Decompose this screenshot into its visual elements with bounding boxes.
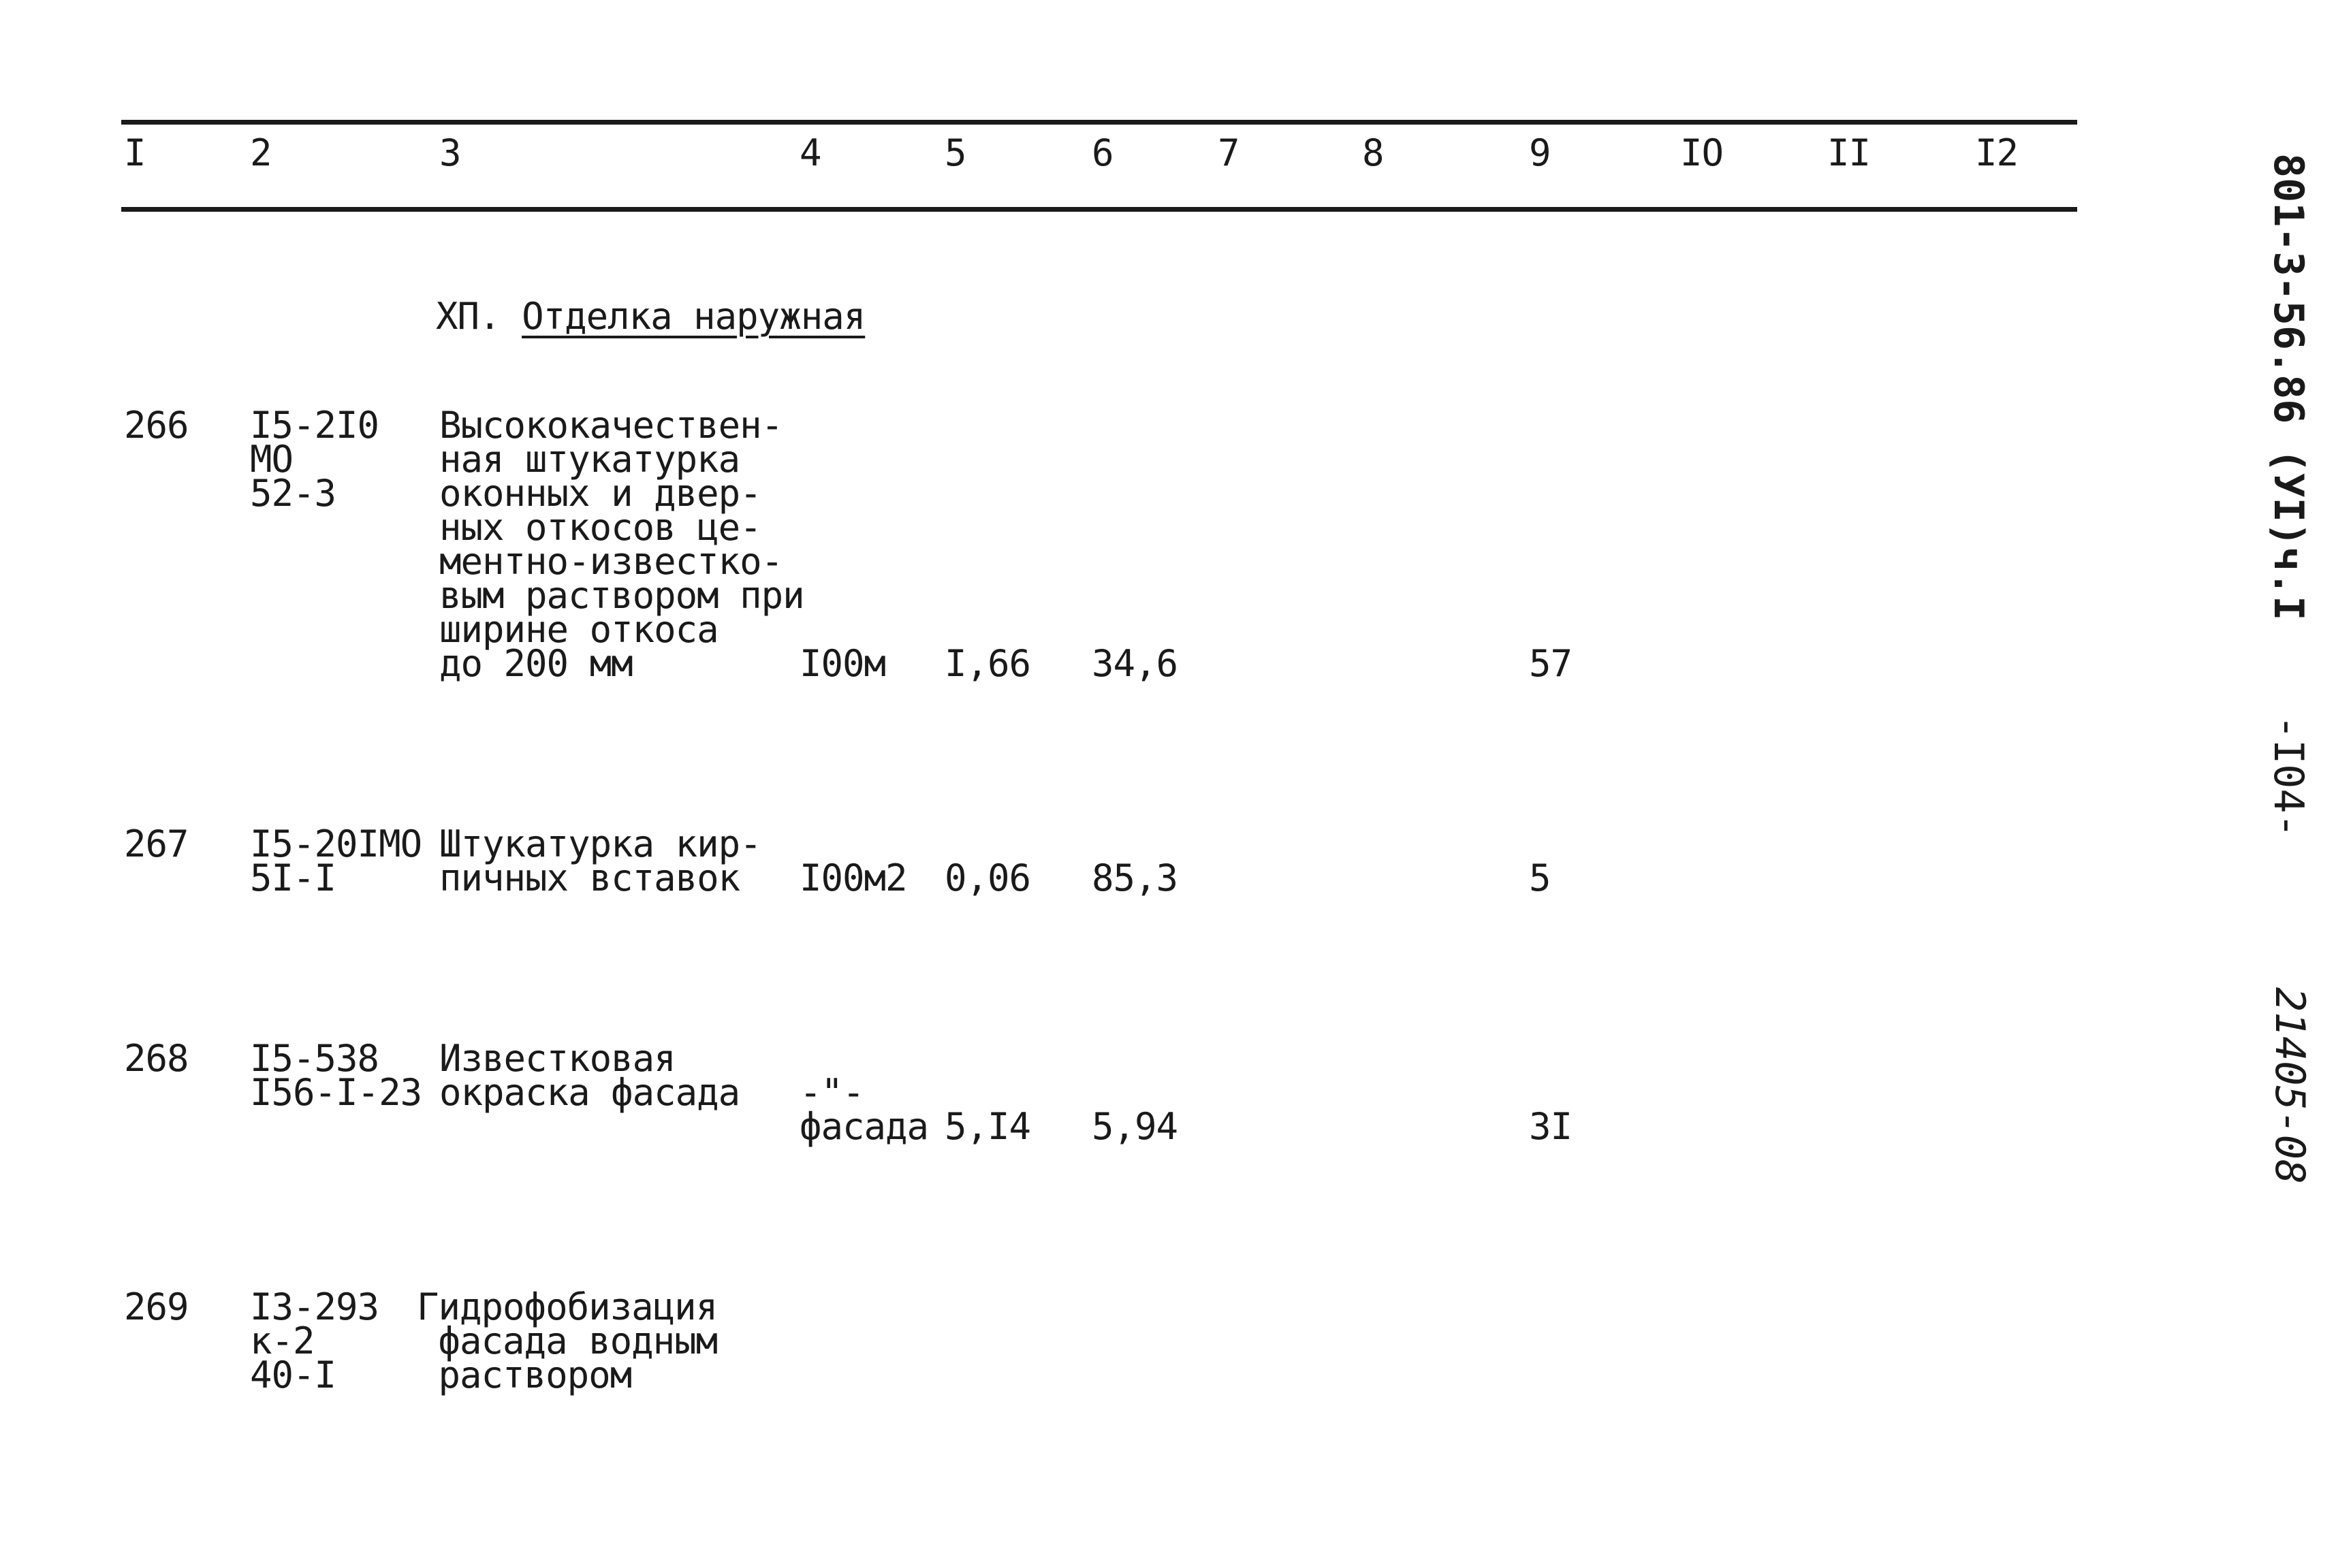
column-header-1: I (124, 131, 146, 174)
column-header-11: II (1827, 131, 1871, 174)
row-268-col9: 3I (1529, 1105, 1573, 1148)
section-title: Отделка наружная (522, 295, 866, 338)
row-267-description: Штукатурка кир- пичных вставок (439, 822, 761, 899)
column-header-9: 9 (1529, 131, 1551, 174)
column-header-8: 8 (1362, 131, 1384, 174)
row-266-price: 34,6 (1092, 642, 1178, 685)
row-268-unit: -"- фасада (800, 1071, 929, 1148)
row-267-quantity: 0,06 (945, 857, 1031, 899)
table-header-bottom-rule (121, 207, 2077, 212)
row-266-code: I5-2I0 МО 52-3 (250, 404, 379, 515)
row-268-description: Известковая окраска фасада (439, 1037, 740, 1114)
column-header-4: 4 (800, 131, 821, 174)
column-header-3: 3 (439, 131, 461, 174)
row-266-col9: 57 (1529, 642, 1573, 685)
row-266-description: Высококачествен- ная штукатурка оконных и двер- ных откосов це- ментно-известко- вым раствором при ширине откоса до 200 мм (439, 404, 804, 685)
section-number: XП. (436, 295, 501, 338)
section-heading (436, 295, 866, 338)
column-header-7: 7 (1218, 131, 1240, 174)
row-267-col9: 5 (1529, 857, 1551, 899)
row-267-code: I5-20IМО 5I-I (250, 822, 422, 899)
row-267-unit: I00м2 (800, 857, 907, 899)
inventory-stamp: 21405-08 (2266, 987, 2314, 1184)
row-267-price: 85,3 (1092, 857, 1178, 899)
document-number: 801-3-56.86 (УI)ч.I (2264, 153, 2312, 621)
row-266-unit: I00м (800, 642, 886, 685)
row-269-description: Гидрофобизация фасада водным раствором (417, 1285, 718, 1396)
row-269-code: I3-293 к-2 40-I (250, 1285, 379, 1396)
row-268-number: 268 (124, 1037, 189, 1080)
column-header-5: 5 (945, 131, 966, 174)
row-269-number: 269 (124, 1285, 189, 1328)
column-header-6: 6 (1092, 131, 1114, 174)
column-header-12: I2 (1975, 131, 2019, 174)
column-header-10: IO (1680, 131, 1724, 174)
row-268-code: I5-538 I56-I-23 (250, 1037, 422, 1114)
column-header-2: 2 (250, 131, 272, 174)
row-266-quantity: I,66 (945, 642, 1031, 685)
row-268-price: 5,94 (1092, 1105, 1178, 1148)
page-number: -I04- (2264, 715, 2312, 838)
table-top-rule (121, 120, 2077, 125)
row-267-number: 267 (124, 822, 189, 865)
row-268-quantity: 5,I4 (945, 1105, 1031, 1148)
row-266-number: 266 (124, 404, 189, 447)
